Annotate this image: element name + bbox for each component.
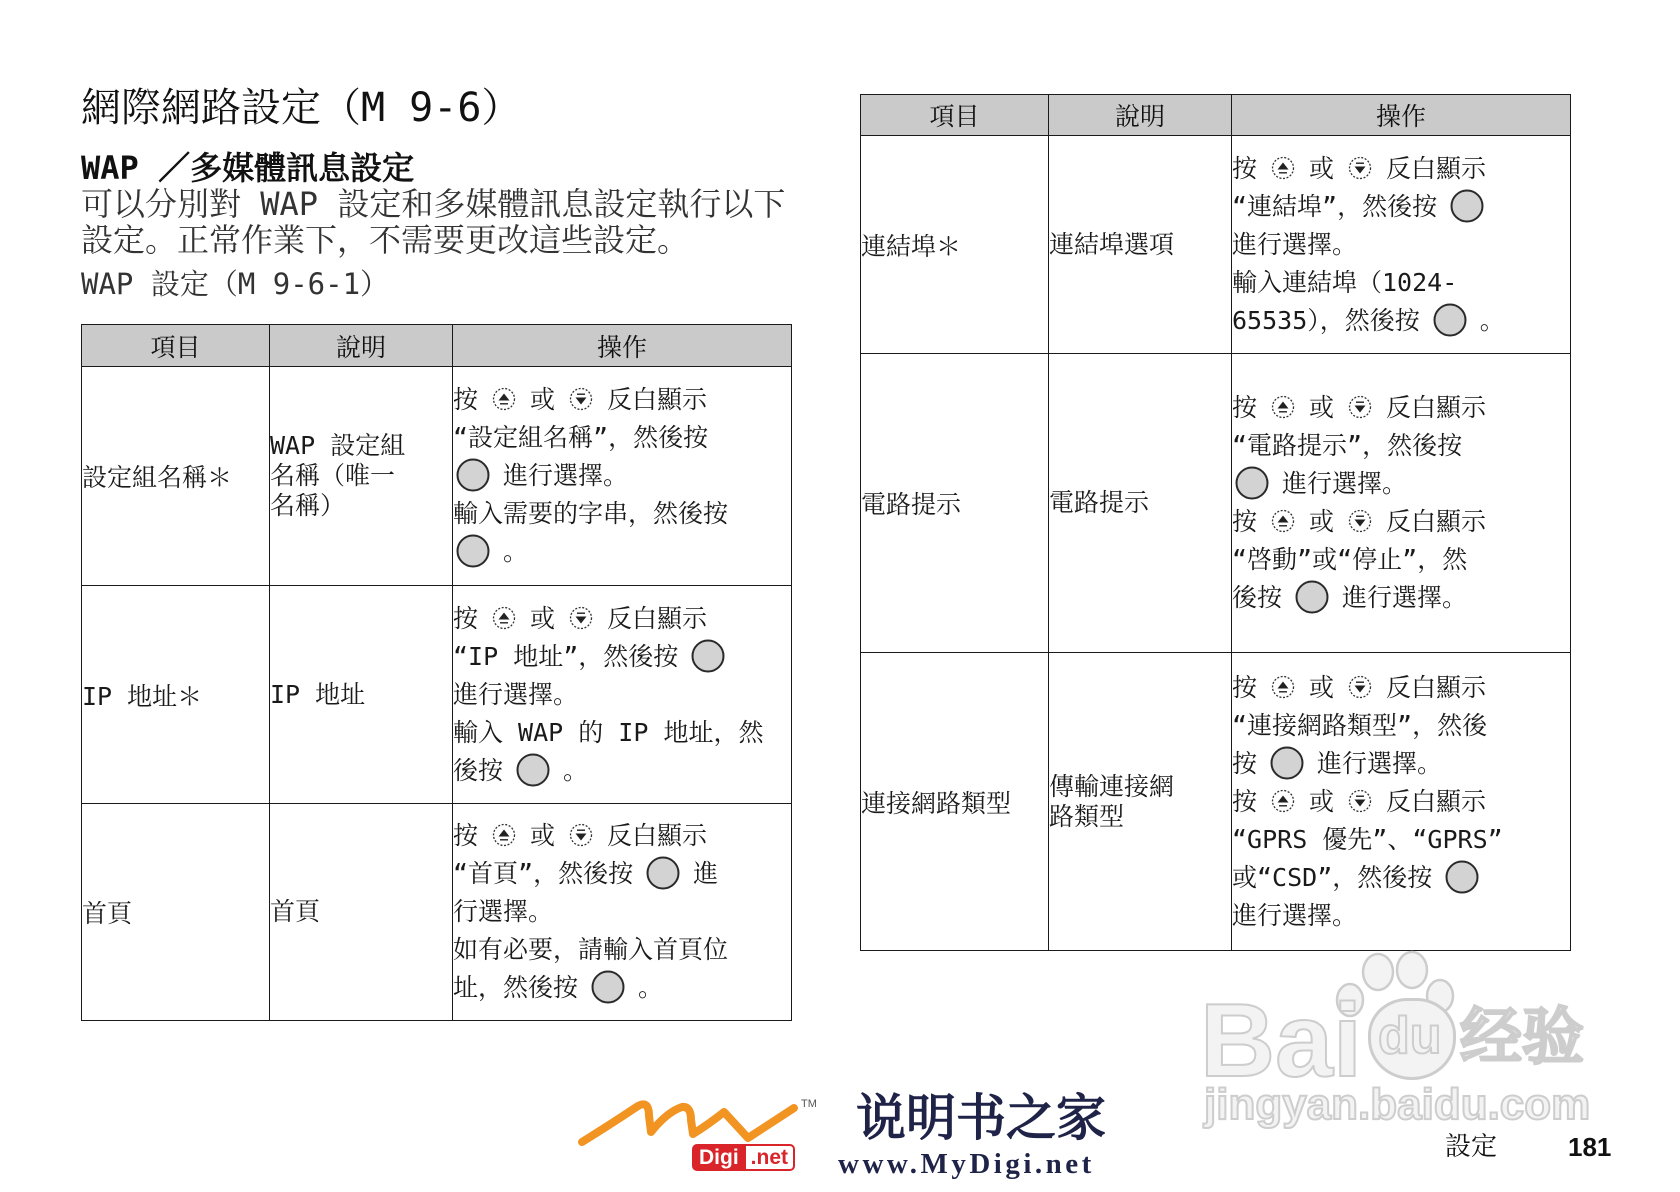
- operation-text: 後按: [1232, 583, 1283, 612]
- description-cell: [1049, 653, 1232, 951]
- operation-cell: [1232, 653, 1571, 951]
- description-cell: [270, 586, 453, 804]
- table-row: [861, 136, 1571, 354]
- item-label: 連接網路類型: [861, 788, 1012, 818]
- operation-line: [453, 893, 791, 931]
- connection-settings-table: [860, 94, 1571, 951]
- operation-text: 或: [530, 603, 556, 633]
- description-cell: [1049, 136, 1232, 354]
- operation-text: 進行選擇。: [1232, 900, 1358, 930]
- item-cell: [82, 804, 270, 1021]
- operation-text: 。: [638, 973, 664, 1002]
- operation-text: 或“CSD”，然後按: [1232, 862, 1433, 892]
- operation-text: 反白顯示: [1386, 672, 1487, 702]
- net-label: .net: [746, 1144, 795, 1171]
- operation-line: [1232, 783, 1570, 821]
- column-header-operation: 操作: [453, 325, 792, 367]
- down-key-icon: [569, 823, 593, 847]
- operation-line: [1232, 669, 1570, 707]
- operation-text: 。: [563, 755, 589, 785]
- operation-line: [1232, 188, 1570, 226]
- operation-line: [1232, 745, 1570, 783]
- select-key-icon: [591, 970, 625, 1004]
- operation-text: 按: [453, 385, 479, 414]
- operation-text: 按: [1232, 393, 1258, 422]
- operation-text: 進行選擇。: [453, 679, 579, 709]
- operation-text: 輸入連結埠（1024-: [1232, 267, 1458, 297]
- item-cell: [861, 653, 1049, 951]
- operation-line: [1232, 859, 1570, 897]
- item-cell: [82, 586, 270, 804]
- item-label: 設定組名稱＊: [82, 463, 233, 492]
- item-cell: [82, 367, 270, 586]
- operation-text: 反白顯示: [607, 821, 708, 850]
- description-cell: [270, 367, 453, 586]
- operation-line: [1232, 465, 1570, 503]
- description-line: 路類型: [1049, 801, 1125, 831]
- operation-text: 進行選擇。: [1282, 469, 1408, 498]
- select-key-icon: [516, 753, 550, 787]
- operation-text: 進行選擇。: [1317, 748, 1443, 778]
- operation-cell: [453, 367, 792, 586]
- description-line: 名稱（唯一: [270, 461, 396, 490]
- table-row: [861, 354, 1571, 653]
- description-line: WAP 設定組: [270, 431, 406, 460]
- description-line: 名稱）: [270, 491, 346, 520]
- operation-line: [453, 855, 791, 893]
- table-row: [861, 653, 1571, 951]
- down-key-icon: [1348, 675, 1372, 699]
- operation-line: [453, 600, 791, 638]
- page-title: 網際網路設定（M 9-6）: [81, 85, 522, 131]
- footer-section-name: 設定: [1445, 1132, 1498, 1162]
- item-cell: [861, 354, 1049, 653]
- select-key-icon: [1235, 466, 1269, 500]
- operation-line: [453, 457, 791, 495]
- operation-text: 或: [530, 385, 556, 414]
- operation-line: [1232, 389, 1570, 427]
- site-url: www.MyDigi.net: [838, 1148, 1095, 1180]
- mydigi-swoosh-icon: [578, 1092, 800, 1150]
- operation-line: [453, 714, 791, 752]
- description-line: 首頁: [270, 897, 321, 926]
- column-header-operation: 操作: [1232, 95, 1571, 136]
- operation-text: 進行選擇。: [503, 461, 629, 490]
- down-key-icon: [1348, 395, 1372, 419]
- operation-text: 址，然後按: [453, 973, 579, 1002]
- operation-line: [453, 931, 791, 969]
- operation-text: “連結埠”，然後按: [1232, 191, 1438, 221]
- intro-paragraph: [81, 186, 785, 258]
- operation-line: [1232, 302, 1570, 340]
- operation-text: 65535），然後按: [1232, 305, 1420, 335]
- operation-text: 進行選擇。: [1342, 583, 1468, 612]
- operation-line: [1232, 427, 1570, 465]
- description-cell: [270, 804, 453, 1021]
- operation-cell: [1232, 136, 1571, 354]
- intro-line: 設定。正常作業下，不需要更改這些設定。: [81, 221, 690, 259]
- column-header-item: 項目: [82, 325, 270, 367]
- operation-line: [453, 533, 791, 571]
- operation-text: “啓動”或“停止”，然: [1232, 545, 1468, 574]
- trademark-mark: TM: [801, 1098, 817, 1110]
- operation-text: 輸入 WAP 的 IP 地址，然: [453, 717, 764, 747]
- item-label: IP 地址＊: [82, 681, 203, 711]
- operation-text: “GPRS 優先”、“GPRS”: [1232, 824, 1503, 854]
- operation-text: 進: [693, 859, 719, 888]
- wap-settings-table: [81, 324, 792, 1021]
- select-key-icon: [1295, 580, 1329, 614]
- table-row: [82, 367, 792, 586]
- operation-text: 進行選擇。: [1232, 229, 1358, 259]
- operation-line: [453, 752, 791, 790]
- item-label: 電路提示: [861, 490, 962, 519]
- select-key-icon: [1445, 860, 1479, 894]
- operation-text: 反白顯示: [607, 385, 708, 414]
- operation-text: 後按: [453, 755, 504, 785]
- operation-line: [1232, 264, 1570, 302]
- column-header-item: 項目: [861, 95, 1049, 136]
- item-cell: [861, 136, 1049, 354]
- description-cell: [1049, 354, 1232, 653]
- digi-net-badge: [692, 1144, 795, 1171]
- up-key-icon: [1271, 156, 1295, 180]
- operation-text: 反白顯示: [1386, 507, 1487, 536]
- operation-cell: [453, 804, 792, 1021]
- down-key-icon: [1348, 789, 1372, 813]
- down-key-icon: [1348, 509, 1372, 533]
- item-label: 連結埠＊: [861, 231, 962, 261]
- operation-text: 行選擇。: [453, 897, 554, 926]
- section-subtitle: WAP ／多媒體訊息設定: [81, 149, 415, 187]
- up-key-icon: [492, 606, 516, 630]
- select-key-icon: [456, 458, 490, 492]
- operation-line: [453, 969, 791, 1007]
- operation-text: 。: [503, 537, 529, 566]
- column-header-description: 說明: [270, 325, 453, 367]
- operation-text: 按: [1232, 153, 1258, 183]
- operation-line: [1232, 579, 1570, 617]
- watermark-jingyan-text: 经验: [1460, 1000, 1585, 1073]
- operation-line: [1232, 897, 1570, 935]
- select-key-icon: [1450, 189, 1484, 223]
- operation-text: 輸入需要的字串，然後按: [453, 499, 729, 528]
- operation-line: [453, 419, 791, 457]
- down-key-icon: [1348, 156, 1372, 180]
- operation-text: 或: [1309, 507, 1335, 536]
- description-line: 電路提示: [1049, 488, 1150, 517]
- page-number: 181: [1568, 1132, 1612, 1162]
- description-line: 連結埠選項: [1049, 229, 1175, 259]
- operation-text: 或: [1309, 672, 1335, 702]
- operation-line: [1232, 541, 1570, 579]
- down-key-icon: [569, 606, 593, 630]
- operation-text: 反白顯示: [1386, 153, 1487, 183]
- operation-text: 或: [1309, 393, 1335, 422]
- select-key-icon: [1433, 303, 1467, 337]
- wap-settings-heading: WAP 設定（M 9-6-1）: [81, 267, 390, 301]
- table-row: [82, 804, 792, 1021]
- intro-line: 可以分別對 WAP 設定和多媒體訊息設定執行以下: [81, 185, 786, 223]
- operation-line: [453, 381, 791, 419]
- watermark-bai-text: Bai: [1200, 983, 1362, 1099]
- up-key-icon: [1271, 509, 1295, 533]
- description-line: IP 地址: [270, 679, 366, 709]
- select-key-icon: [691, 639, 725, 673]
- operation-cell: [1232, 354, 1571, 653]
- operation-text: “設定組名稱”，然後按: [453, 423, 709, 452]
- operation-text: 。: [1479, 305, 1505, 335]
- table-row: [82, 586, 792, 804]
- up-key-icon: [492, 823, 516, 847]
- up-key-icon: [1271, 675, 1295, 699]
- operation-text: “首頁”，然後按: [453, 859, 634, 888]
- operation-text: 按: [453, 603, 479, 633]
- operation-text: 如有必要，請輸入首頁位: [453, 935, 729, 964]
- operation-text: 按: [1232, 507, 1258, 536]
- site-name: 说明书之家: [856, 1089, 1106, 1147]
- operation-line: [453, 817, 791, 855]
- select-key-icon: [456, 534, 490, 568]
- watermark-du-text: du: [1378, 1007, 1442, 1065]
- select-key-icon: [646, 856, 680, 890]
- down-key-icon: [569, 387, 593, 411]
- operation-text: 反白顯示: [1386, 786, 1487, 816]
- operation-text: 或: [1309, 153, 1335, 183]
- operation-line: [453, 495, 791, 533]
- operation-text: 按: [1232, 748, 1258, 778]
- operation-line: [453, 676, 791, 714]
- select-key-icon: [1270, 746, 1304, 780]
- operation-cell: [453, 586, 792, 804]
- item-label: 首頁: [82, 899, 133, 928]
- operation-line: [1232, 821, 1570, 859]
- operation-text: “IP 地址”，然後按: [453, 641, 679, 671]
- digi-label: Digi: [692, 1144, 746, 1171]
- watermark-url: jingyan.baidu.com: [1204, 1080, 1591, 1129]
- up-key-icon: [492, 387, 516, 411]
- operation-line: [1232, 707, 1570, 745]
- operation-text: 按: [1232, 672, 1258, 702]
- description-line: 傳輸連接網: [1049, 771, 1175, 801]
- operation-text: 按: [453, 821, 479, 850]
- operation-text: 或: [1309, 786, 1335, 816]
- operation-line: [453, 638, 791, 676]
- table-header-row: [82, 325, 792, 367]
- up-key-icon: [1271, 395, 1295, 419]
- operation-line: [1232, 226, 1570, 264]
- operation-text: 或: [530, 821, 556, 850]
- operation-line: [1232, 503, 1570, 541]
- table-header-row: [861, 95, 1571, 136]
- up-key-icon: [1271, 789, 1295, 813]
- operation-text: “電路提示”，然後按: [1232, 431, 1463, 460]
- operation-text: 按: [1232, 786, 1258, 816]
- operation-text: “連接網路類型”，然後: [1232, 710, 1488, 740]
- operation-text: 反白顯示: [1386, 393, 1487, 422]
- operation-text: 反白顯示: [607, 603, 708, 633]
- operation-line: [1232, 150, 1570, 188]
- column-header-description: 說明: [1049, 95, 1232, 136]
